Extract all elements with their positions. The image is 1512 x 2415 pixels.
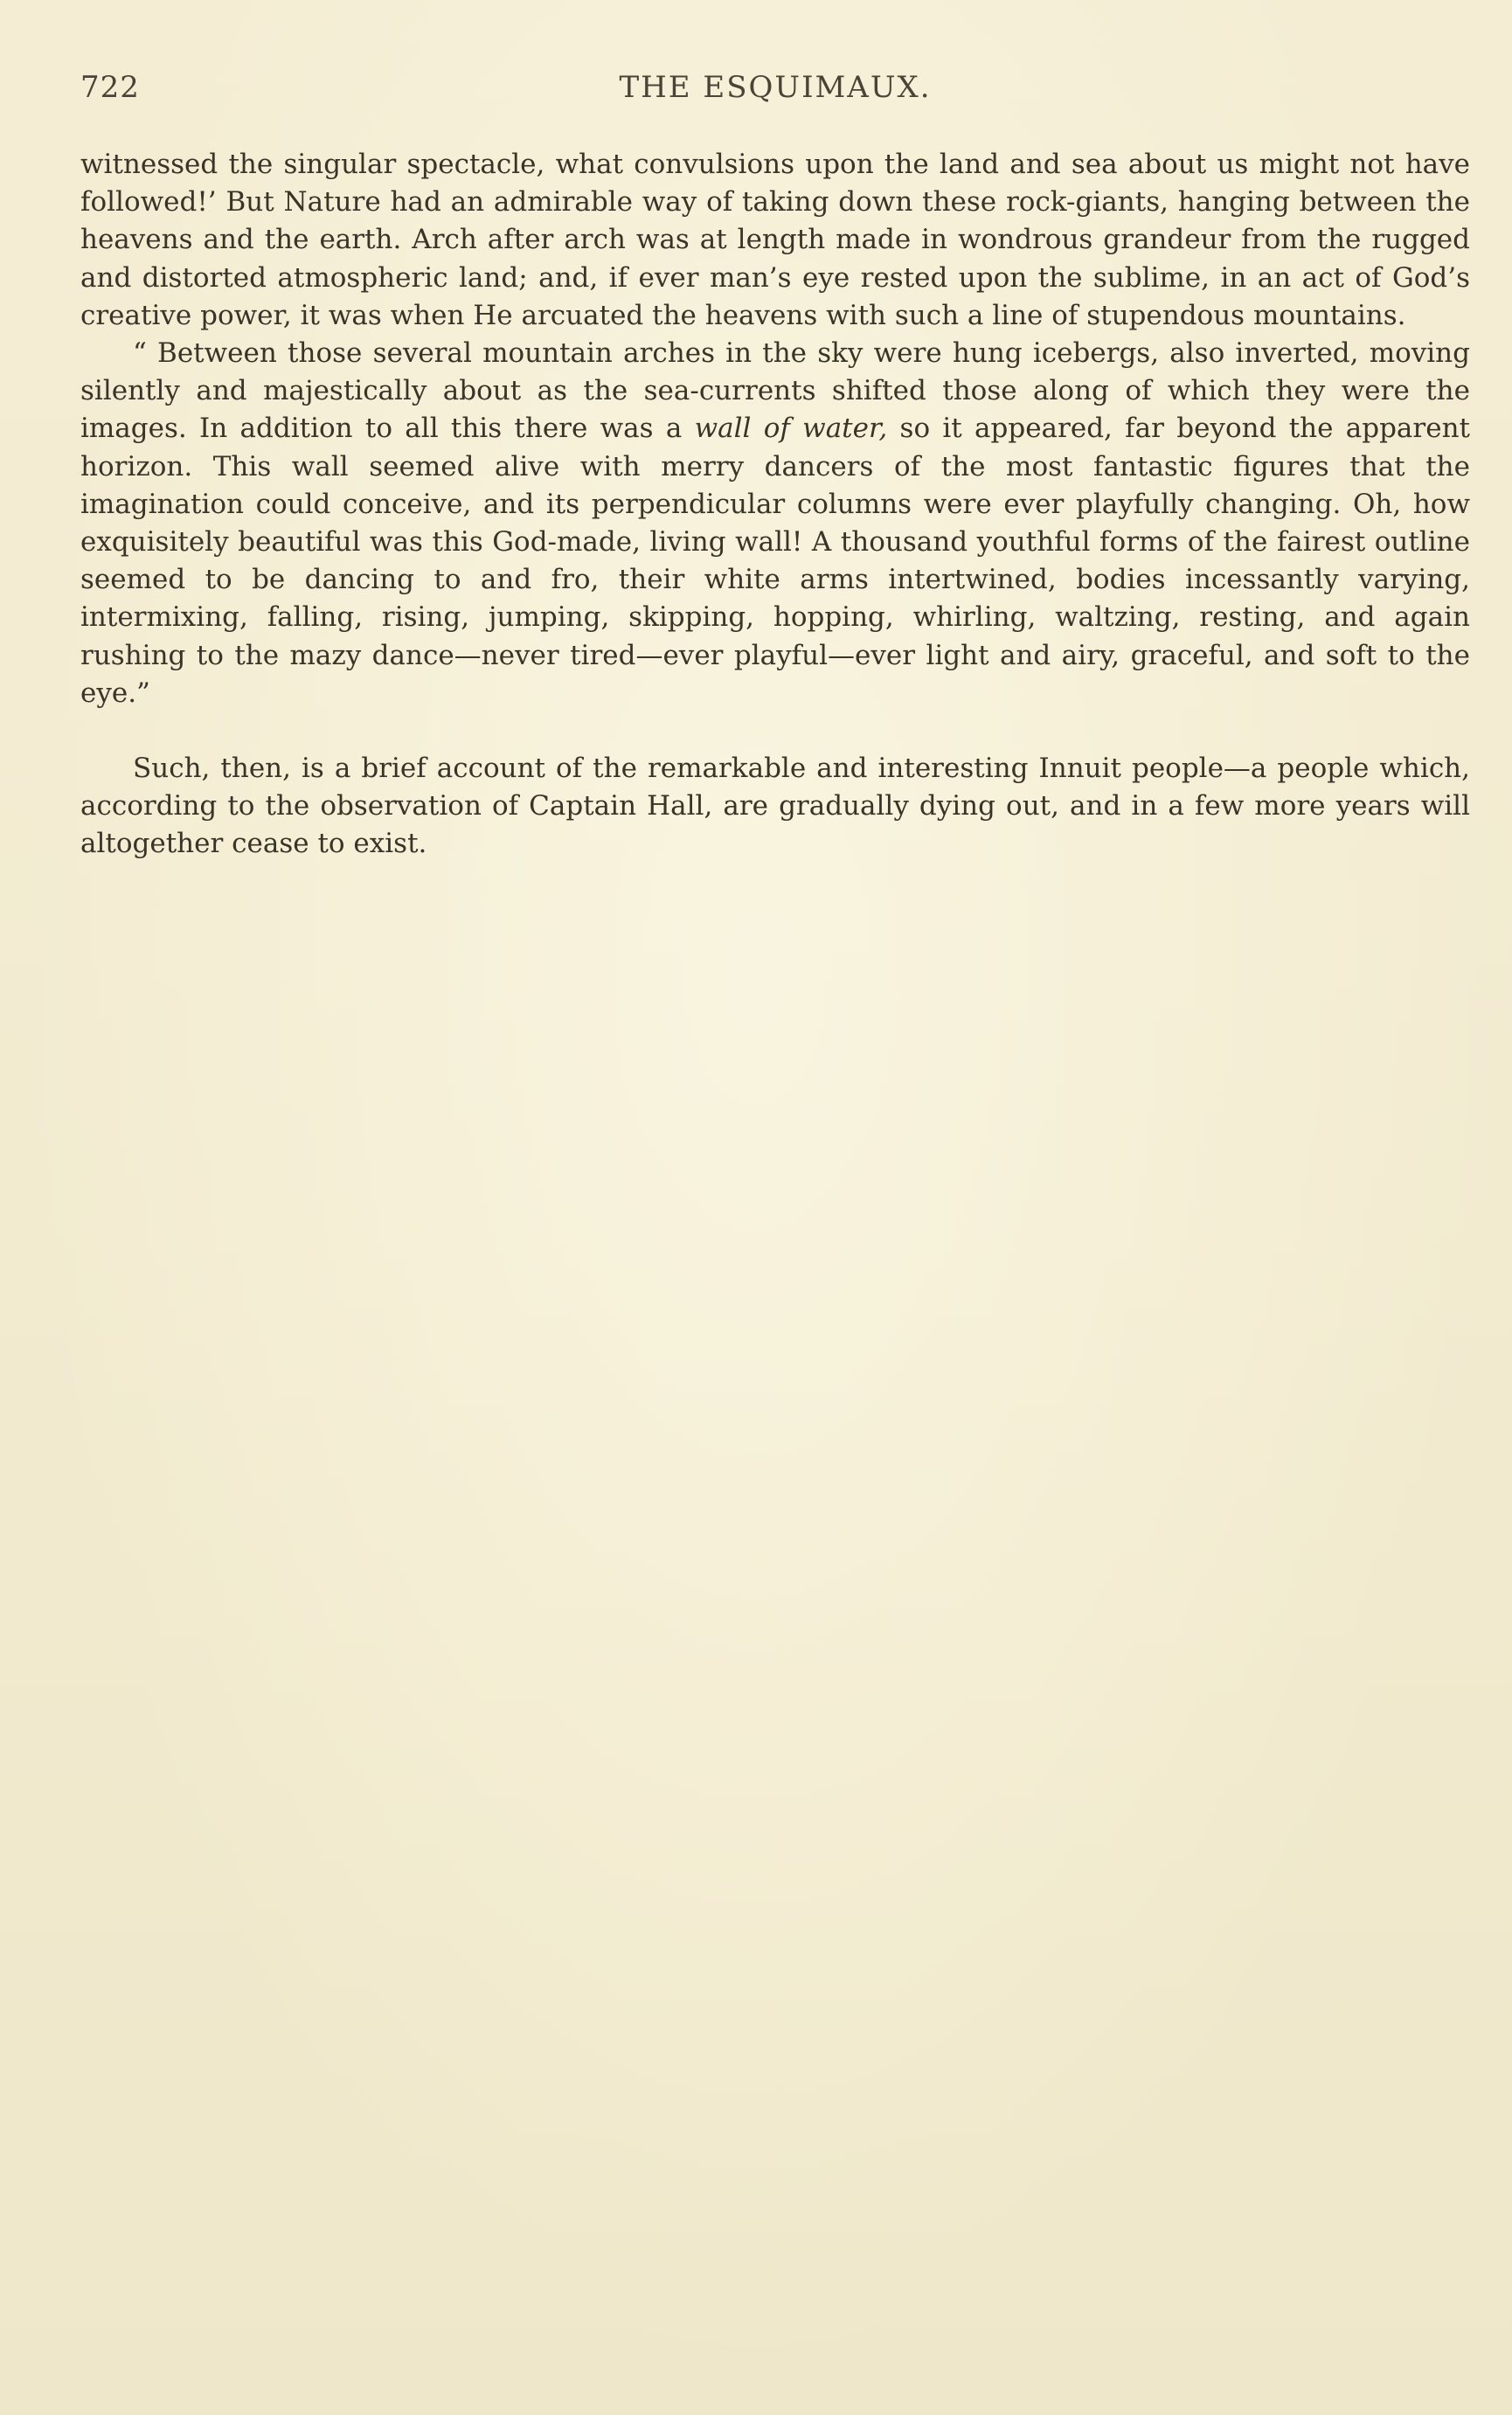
body-text (80, 146, 1470, 864)
page-number: 722 (80, 70, 140, 105)
italic-phrase: wall of water, (694, 413, 888, 445)
paragraph-continuation: witnessed the singular spectacle, what convulsions upon the land and sea about us might not have followed!’ But Nature had an admirable way of taking down these rock-giants, hanging between the heavens and the earth. Arch after arch was at length made in wondrous grandeur from the rugged and distorted atmospheric land; and, if ever man’s eye rested upon the sublime, in an act of God’s creative power, it was when He arcuated the heavens with such a line of stupendous mountains. (80, 149, 1470, 331)
quotation-text-end: so it appeared, far beyond the apparent horizon. This wall seemed alive with merry dancers of the most fantastic figures that the imagination could conceive, and its perpendicular columns were ever playfully changing. Oh, how exquisitely beautiful was this God-made, living wall! A thousand youthful forms of the fairest outline seemed to be dancing to and fro, their white arms intertwined, bodies incessantly varying, intermixing, falling, rising, jumping, skipping, hopping, whirling, waltzing, resting, and again rushing to the mazy dance—never tired—ever playful—ever light and airy, graceful, and soft to the eye.” (80, 413, 1470, 709)
quotation-text-start: “ Between those several mountain arches in the sky were hung icebergs, also inverted, moving silently and majestically about as the sea-currents shifted those along of which they were the images. In addition to all this there was a (80, 337, 1470, 445)
running-title: THE ESQUIMAUX. (619, 70, 932, 105)
running-head (80, 70, 1470, 114)
paragraph-quotation (80, 335, 1470, 712)
paragraph-conclusion: Such, then, is a brief account of the remarkable and interesting Innuit people—a people which, according to the observation of Captain Hall, are gradually dying out, and in a few more years will altogether cease to exist. (80, 753, 1470, 860)
